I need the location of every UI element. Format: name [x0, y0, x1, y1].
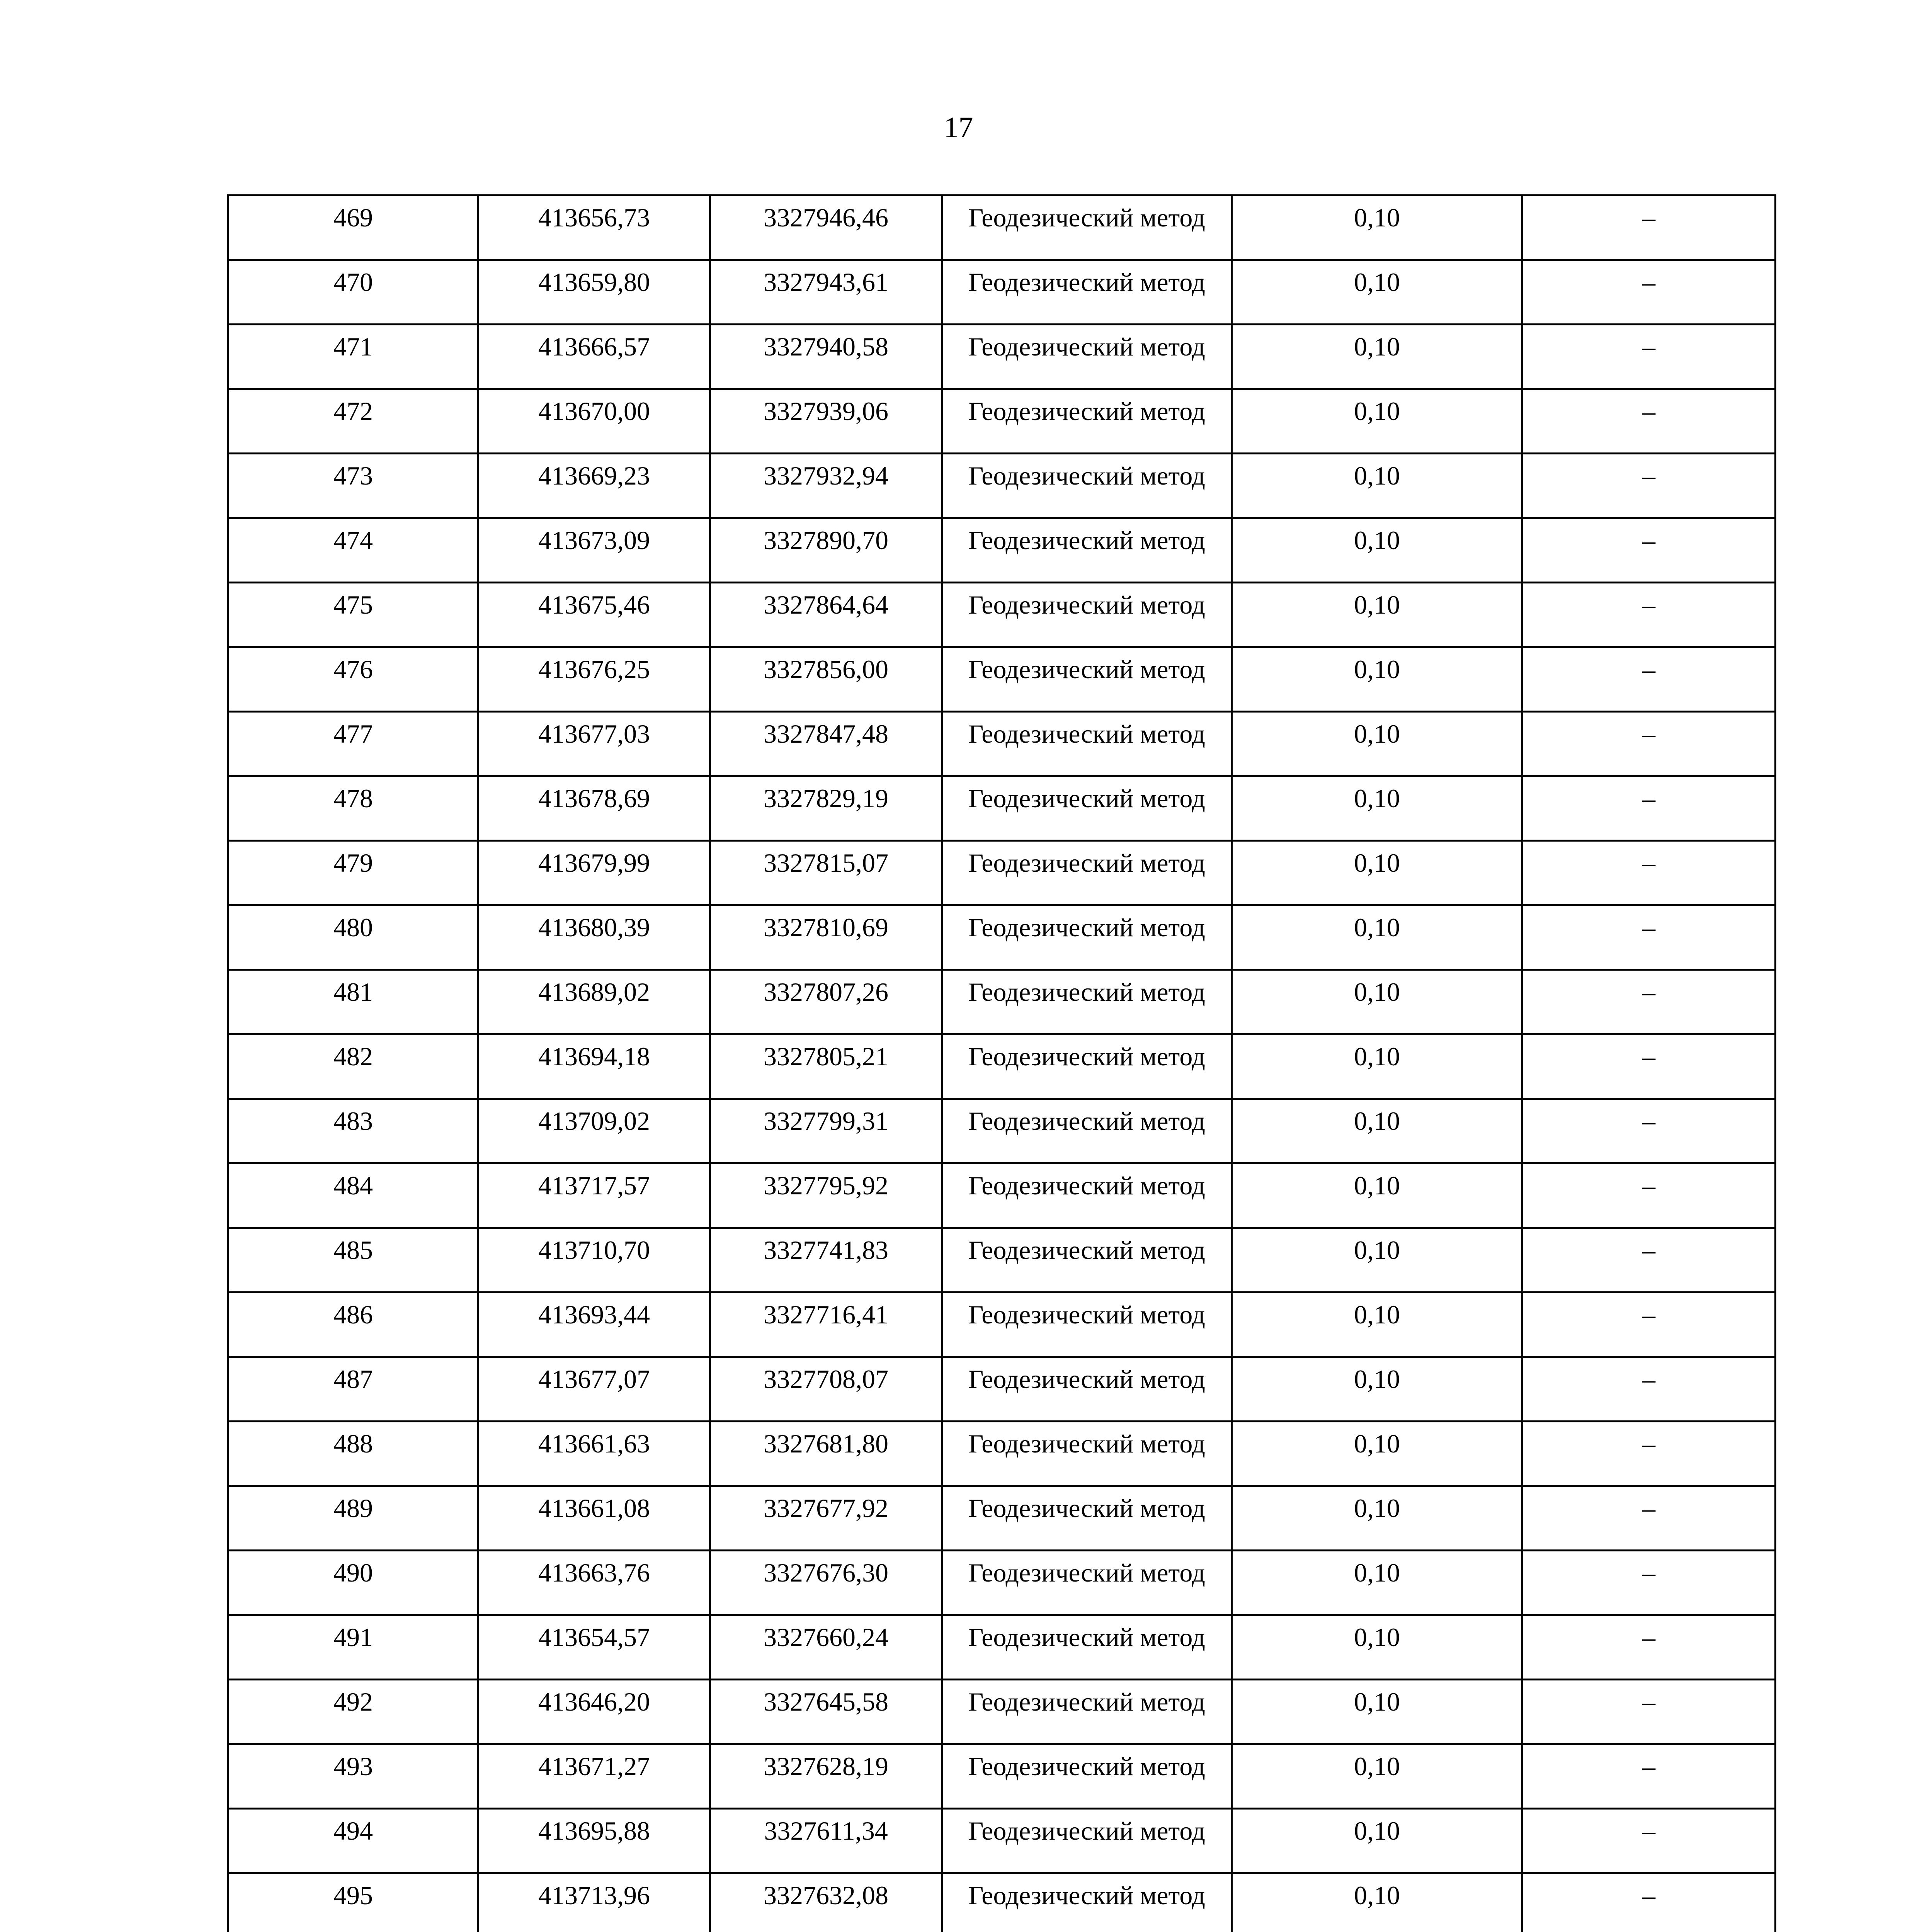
note-cell: –: [1522, 776, 1776, 841]
method-cell: Геодезический метод: [942, 1422, 1232, 1486]
point-number-cell: 473: [228, 454, 478, 518]
table-row: [228, 841, 1776, 905]
x-coordinate-cell: 413656,73: [478, 196, 710, 260]
x-coordinate-cell: 413676,25: [478, 647, 710, 712]
point-number-cell: 479: [228, 841, 478, 905]
y-coordinate-cell: 3327943,61: [710, 260, 942, 325]
note-cell: –: [1522, 260, 1776, 325]
accuracy-cell: 0,10: [1232, 518, 1522, 583]
note-cell: –: [1522, 1873, 1776, 1932]
y-coordinate-cell: 3327946,46: [710, 196, 942, 260]
y-coordinate-cell: 3327847,48: [710, 712, 942, 776]
x-coordinate-cell: 413694,18: [478, 1034, 710, 1099]
note-cell: –: [1522, 970, 1776, 1034]
table-row: [228, 1809, 1776, 1873]
x-coordinate-cell: 413678,69: [478, 776, 710, 841]
method-cell: Геодезический метод: [942, 1809, 1232, 1873]
table-row: [228, 647, 1776, 712]
accuracy-cell: 0,10: [1232, 196, 1522, 260]
point-number-cell: 492: [228, 1680, 478, 1744]
point-number-cell: 470: [228, 260, 478, 325]
accuracy-cell: 0,10: [1232, 389, 1522, 454]
point-number-cell: 490: [228, 1551, 478, 1615]
accuracy-cell: 0,10: [1232, 1486, 1522, 1551]
method-cell: Геодезический метод: [942, 1293, 1232, 1357]
coordinates-table: [227, 194, 1776, 1932]
note-cell: –: [1522, 1615, 1776, 1680]
table-row: [228, 325, 1776, 389]
x-coordinate-cell: 413679,99: [478, 841, 710, 905]
note-cell: –: [1522, 1293, 1776, 1357]
y-coordinate-cell: 3327799,31: [710, 1099, 942, 1163]
note-cell: –: [1522, 1809, 1776, 1873]
table-row: [228, 905, 1776, 970]
note-cell: –: [1522, 518, 1776, 583]
point-number-cell: 494: [228, 1809, 478, 1873]
accuracy-cell: 0,10: [1232, 1551, 1522, 1615]
table-row: [228, 1228, 1776, 1293]
y-coordinate-cell: 3327628,19: [710, 1744, 942, 1809]
accuracy-cell: 0,10: [1232, 583, 1522, 647]
accuracy-cell: 0,10: [1232, 905, 1522, 970]
accuracy-cell: 0,10: [1232, 647, 1522, 712]
y-coordinate-cell: 3327795,92: [710, 1163, 942, 1228]
method-cell: Геодезический метод: [942, 712, 1232, 776]
point-number-cell: 481: [228, 970, 478, 1034]
note-cell: –: [1522, 454, 1776, 518]
x-coordinate-cell: 413717,57: [478, 1163, 710, 1228]
accuracy-cell: 0,10: [1232, 1228, 1522, 1293]
point-number-cell: 476: [228, 647, 478, 712]
method-cell: Геодезический метод: [942, 1744, 1232, 1809]
method-cell: Геодезический метод: [942, 1163, 1232, 1228]
y-coordinate-cell: 3327716,41: [710, 1293, 942, 1357]
x-coordinate-cell: 413673,09: [478, 518, 710, 583]
note-cell: –: [1522, 1744, 1776, 1809]
table-row: [228, 1099, 1776, 1163]
y-coordinate-cell: 3327810,69: [710, 905, 942, 970]
accuracy-cell: 0,10: [1232, 1422, 1522, 1486]
point-number-cell: 475: [228, 583, 478, 647]
point-number-cell: 482: [228, 1034, 478, 1099]
point-number-cell: 491: [228, 1615, 478, 1680]
y-coordinate-cell: 3327681,80: [710, 1422, 942, 1486]
note-cell: –: [1522, 712, 1776, 776]
y-coordinate-cell: 3327829,19: [710, 776, 942, 841]
x-coordinate-cell: 413680,39: [478, 905, 710, 970]
accuracy-cell: 0,10: [1232, 1357, 1522, 1422]
note-cell: –: [1522, 1680, 1776, 1744]
note-cell: –: [1522, 1422, 1776, 1486]
method-cell: Геодезический метод: [942, 1357, 1232, 1422]
note-cell: –: [1522, 905, 1776, 970]
y-coordinate-cell: 3327660,24: [710, 1615, 942, 1680]
table-row: [228, 1034, 1776, 1099]
x-coordinate-cell: 413695,88: [478, 1809, 710, 1873]
y-coordinate-cell: 3327932,94: [710, 454, 942, 518]
method-cell: Геодезический метод: [942, 647, 1232, 712]
y-coordinate-cell: 3327864,64: [710, 583, 942, 647]
y-coordinate-cell: 3327815,07: [710, 841, 942, 905]
note-cell: –: [1522, 1486, 1776, 1551]
x-coordinate-cell: 413689,02: [478, 970, 710, 1034]
method-cell: Геодезический метод: [942, 518, 1232, 583]
method-cell: Геодезический метод: [942, 1099, 1232, 1163]
method-cell: Геодезический метод: [942, 583, 1232, 647]
accuracy-cell: 0,10: [1232, 776, 1522, 841]
accuracy-cell: 0,10: [1232, 1034, 1522, 1099]
method-cell: Геодезический метод: [942, 905, 1232, 970]
note-cell: –: [1522, 583, 1776, 647]
method-cell: Геодезический метод: [942, 325, 1232, 389]
x-coordinate-cell: 413654,57: [478, 1615, 710, 1680]
x-coordinate-cell: 413661,08: [478, 1486, 710, 1551]
point-number-cell: 488: [228, 1422, 478, 1486]
table-row: [228, 776, 1776, 841]
table-row: [228, 1615, 1776, 1680]
table-row: [228, 1293, 1776, 1357]
y-coordinate-cell: 3327677,92: [710, 1486, 942, 1551]
note-cell: –: [1522, 1551, 1776, 1615]
table-row: [228, 1680, 1776, 1744]
point-number-cell: 474: [228, 518, 478, 583]
table-row: [228, 1422, 1776, 1486]
x-coordinate-cell: 413713,96: [478, 1873, 710, 1932]
accuracy-cell: 0,10: [1232, 1744, 1522, 1809]
x-coordinate-cell: 413666,57: [478, 325, 710, 389]
table-row: [228, 583, 1776, 647]
method-cell: Геодезический метод: [942, 389, 1232, 454]
method-cell: Геодезический метод: [942, 196, 1232, 260]
method-cell: Геодезический метод: [942, 260, 1232, 325]
x-coordinate-cell: 413661,63: [478, 1422, 710, 1486]
accuracy-cell: 0,10: [1232, 970, 1522, 1034]
point-number-cell: 471: [228, 325, 478, 389]
x-coordinate-cell: 413663,76: [478, 1551, 710, 1615]
point-number-cell: 486: [228, 1293, 478, 1357]
point-number-cell: 472: [228, 389, 478, 454]
y-coordinate-cell: 3327708,07: [710, 1357, 942, 1422]
accuracy-cell: 0,10: [1232, 1680, 1522, 1744]
accuracy-cell: 0,10: [1232, 1615, 1522, 1680]
y-coordinate-cell: 3327807,26: [710, 970, 942, 1034]
table-row: [228, 454, 1776, 518]
page-number: 17: [944, 111, 973, 144]
point-number-cell: 484: [228, 1163, 478, 1228]
y-coordinate-cell: 3327890,70: [710, 518, 942, 583]
note-cell: –: [1522, 1034, 1776, 1099]
note-cell: –: [1522, 1163, 1776, 1228]
table-row: [228, 518, 1776, 583]
x-coordinate-cell: 413710,70: [478, 1228, 710, 1293]
table-row: [228, 712, 1776, 776]
point-number-cell: 478: [228, 776, 478, 841]
point-number-cell: 489: [228, 1486, 478, 1551]
table-row: [228, 970, 1776, 1034]
point-number-cell: 485: [228, 1228, 478, 1293]
method-cell: Геодезический метод: [942, 970, 1232, 1034]
y-coordinate-cell: 3327856,00: [710, 647, 942, 712]
accuracy-cell: 0,10: [1232, 1099, 1522, 1163]
method-cell: Геодезический метод: [942, 1615, 1232, 1680]
method-cell: Геодезический метод: [942, 1680, 1232, 1744]
method-cell: Геодезический метод: [942, 1551, 1232, 1615]
accuracy-cell: 0,10: [1232, 325, 1522, 389]
x-coordinate-cell: 413675,46: [478, 583, 710, 647]
x-coordinate-cell: 413659,80: [478, 260, 710, 325]
x-coordinate-cell: 413646,20: [478, 1680, 710, 1744]
table-row: [228, 196, 1776, 260]
y-coordinate-cell: 3327741,83: [710, 1228, 942, 1293]
note-cell: –: [1522, 325, 1776, 389]
accuracy-cell: 0,10: [1232, 841, 1522, 905]
method-cell: Геодезический метод: [942, 1873, 1232, 1932]
x-coordinate-cell: 413670,00: [478, 389, 710, 454]
accuracy-cell: 0,10: [1232, 1873, 1522, 1932]
table-row: [228, 1873, 1776, 1932]
point-number-cell: 493: [228, 1744, 478, 1809]
note-cell: –: [1522, 1357, 1776, 1422]
method-cell: Геодезический метод: [942, 1034, 1232, 1099]
table-body: [228, 196, 1776, 1932]
accuracy-cell: 0,10: [1232, 454, 1522, 518]
table-row: [228, 389, 1776, 454]
point-number-cell: 483: [228, 1099, 478, 1163]
point-number-cell: 469: [228, 196, 478, 260]
table-row: [228, 1357, 1776, 1422]
note-cell: –: [1522, 196, 1776, 260]
x-coordinate-cell: 413677,03: [478, 712, 710, 776]
point-number-cell: 477: [228, 712, 478, 776]
accuracy-cell: 0,10: [1232, 1293, 1522, 1357]
method-cell: Геодезический метод: [942, 776, 1232, 841]
note-cell: –: [1522, 389, 1776, 454]
method-cell: Геодезический метод: [942, 454, 1232, 518]
y-coordinate-cell: 3327940,58: [710, 325, 942, 389]
table-row: [228, 260, 1776, 325]
accuracy-cell: 0,10: [1232, 712, 1522, 776]
y-coordinate-cell: 3327632,08: [710, 1873, 942, 1932]
y-coordinate-cell: 3327645,58: [710, 1680, 942, 1744]
accuracy-cell: 0,10: [1232, 260, 1522, 325]
method-cell: Геодезический метод: [942, 1228, 1232, 1293]
x-coordinate-cell: 413677,07: [478, 1357, 710, 1422]
y-coordinate-cell: 3327805,21: [710, 1034, 942, 1099]
method-cell: Геодезический метод: [942, 1486, 1232, 1551]
point-number-cell: 480: [228, 905, 478, 970]
x-coordinate-cell: 413671,27: [478, 1744, 710, 1809]
note-cell: –: [1522, 1099, 1776, 1163]
accuracy-cell: 0,10: [1232, 1163, 1522, 1228]
y-coordinate-cell: 3327611,34: [710, 1809, 942, 1873]
x-coordinate-cell: 413693,44: [478, 1293, 710, 1357]
table-row: [228, 1486, 1776, 1551]
table-row: [228, 1551, 1776, 1615]
point-number-cell: 487: [228, 1357, 478, 1422]
point-number-cell: 495: [228, 1873, 478, 1932]
y-coordinate-cell: 3327676,30: [710, 1551, 942, 1615]
method-cell: Геодезический метод: [942, 841, 1232, 905]
note-cell: –: [1522, 1228, 1776, 1293]
note-cell: –: [1522, 647, 1776, 712]
x-coordinate-cell: 413669,23: [478, 454, 710, 518]
x-coordinate-cell: 413709,02: [478, 1099, 710, 1163]
note-cell: –: [1522, 841, 1776, 905]
table-row: [228, 1744, 1776, 1809]
y-coordinate-cell: 3327939,06: [710, 389, 942, 454]
table-row: [228, 1163, 1776, 1228]
accuracy-cell: 0,10: [1232, 1809, 1522, 1873]
